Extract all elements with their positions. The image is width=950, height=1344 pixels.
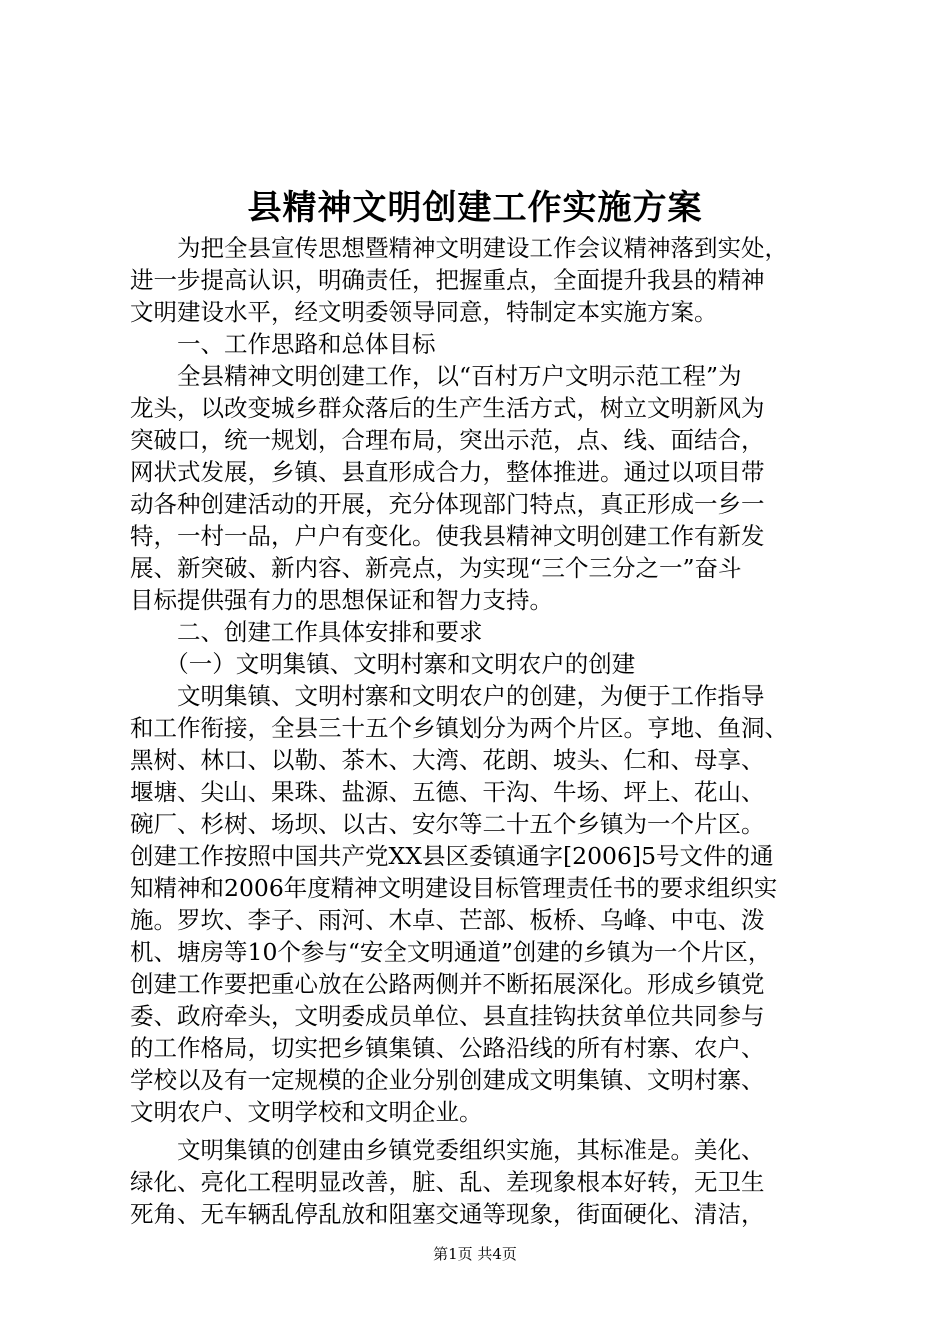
paragraph-line: 进一步提高认识，明确责任，把握重点，全面提升我县的精神 (130, 266, 765, 294)
paragraph-line: 创建工作要把重心放在公路两侧并不断拓展深化。形成乡镇党 (130, 970, 765, 998)
paragraph-line: 知精神和2006年度精神文明建设目标管理责任书的要求组织实 (130, 874, 778, 902)
document-body (130, 232, 830, 1230)
paragraph-line: 死角、无车辆乱停乱放和阻塞交通等现象，街面硬化、清洁， (130, 1200, 765, 1228)
paragraph-line: 文明农户、文明学校和文明企业。 (130, 1098, 483, 1126)
paragraph-line: 和工作衔接，全县三十五个乡镇划分为两个片区。亨地、鱼洞、 (130, 714, 788, 742)
paragraph-line: 创建工作按照中国共产党XX县区委镇通字[2006]5号文件的通 (130, 842, 774, 870)
paragraph-line: 施。罗坎、李子、雨河、木卓、芒部、板桥、乌峰、中屯、泼 (130, 906, 765, 934)
section-heading: 一、工作思路和总体目标 (130, 330, 436, 358)
paragraph-line: 全县精神文明创建工作，以“百村万户文明示范工程”为 (130, 362, 742, 390)
paragraph-line: 龙头，以改变城乡群众落后的生产生活方式，树立文明新风为 (130, 394, 765, 422)
paragraph-line: 网状式发展，乡镇、县直形成合力，整体推进。通过以项目带 (130, 458, 765, 486)
paragraph-line: 文明集镇、文明村寨和文明农户的创建，为便于工作指导 (130, 682, 765, 710)
page-number-footer: 第1页 共4页 (433, 1245, 517, 1263)
paragraph-line: 特，一村一品，户户有变化。使我县精神文明创建工作有新发 (130, 522, 765, 550)
paragraph-line: 黑树、林口、以勒、茶木、大湾、花朗、坡头、仁和、母享、 (130, 746, 765, 774)
paragraph-line: 学校以及有一定规模的企业分别创建成文明集镇、文明村寨、 (130, 1066, 765, 1094)
paragraph-line: 目标提供强有力的思想保证和智力支持。 (130, 586, 553, 614)
paragraph-line: 为把全县宣传思想暨精神文明建设工作会议精神落到实处， (130, 234, 788, 262)
paragraph-line: 委、政府牵头，文明委成员单位、县直挂钩扶贫单位共同参与 (130, 1002, 765, 1030)
document-title: 县精神文明创建工作实施方案 (247, 188, 703, 228)
paragraph-line: 堰塘、尖山、果珠、盐源、五德、干沟、牛场、坪上、花山、 (130, 778, 765, 806)
paragraph-line: 的工作格局，切实把乡镇集镇、公路沿线的所有村寨、农户、 (130, 1034, 765, 1062)
paragraph-line: 文明建设水平，经文明委领导同意，特制定本实施方案。 (130, 298, 718, 326)
paragraph-line: 突破口，统一规划，合理布局，突出示范，点、线、面结合， (130, 426, 765, 454)
paragraph-line: 绿化、亮化工程明显改善，脏、乱、差现象根本好转，无卫生 (130, 1168, 765, 1196)
subsection-heading: （一）文明集镇、文明村寨和文明农户的创建 (130, 650, 636, 678)
paragraph-line: 展、新突破、新内容、新亮点，为实现“三个三分之一”奋斗 (130, 554, 742, 582)
section-heading: 二、创建工作具体安排和要求 (130, 618, 483, 646)
paragraph-line: 碗厂、杉树、场坝、以古、安尔等二十五个乡镇为一个片区。 (130, 810, 765, 838)
paragraph-line: 文明集镇的创建由乡镇党委组织实施，其标准是。美化、 (130, 1136, 765, 1164)
paragraph-line: 机、塘房等10个参与“安全文明通道”创建的乡镇为一个片区， (130, 938, 772, 966)
paragraph-line: 动各种创建活动的开展，充分体现部门特点，真正形成一乡一 (130, 490, 765, 518)
